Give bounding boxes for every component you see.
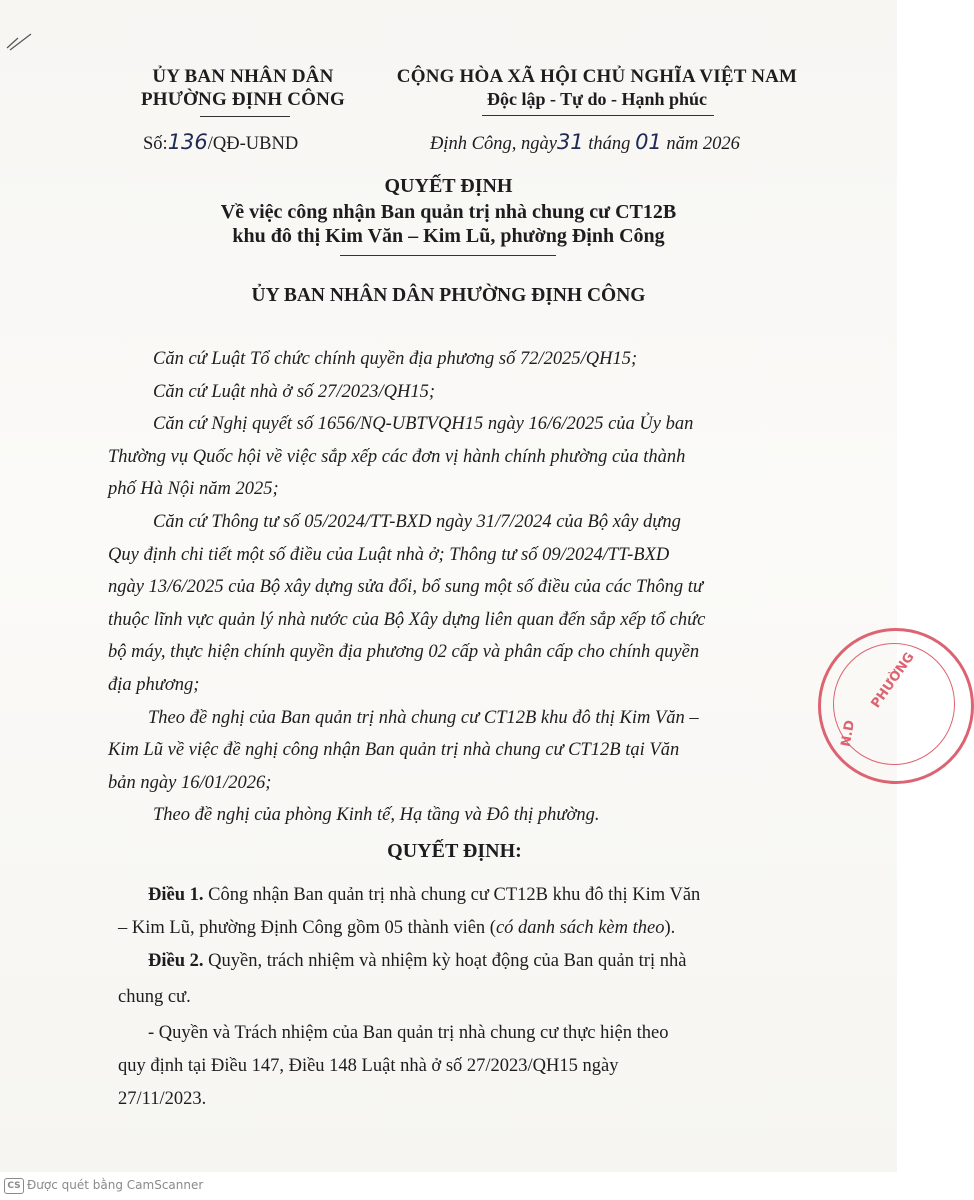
article-1-label: Điều 1. [148,885,204,905]
date-year: năm 2026 [666,134,740,154]
article-1-line2: – Kim Lũ, phường Định Công gồm 05 thành viên (có danh sách kèm theo). [118,918,676,938]
article-2-line2: chung cư. [118,987,191,1007]
document-subject-line2: khu đô thị Kim Văn – Kim Lũ, phường Định Công [232,225,665,247]
issue-date [430,130,740,155]
legal-basis-line: thuộc lĩnh vực quản lý nhà nước của Bộ Xây dựng liên quan đến sắp xếp tổ chức [108,609,706,630]
nation-name: CỘNG HÒA XÃ HỘI CHỦ NGHĨA VIỆT NAM [396,66,798,87]
article-2-item-line2: quy định tại Điều 147, Điều 148 Luật nhà ở số 27/2023/QH15 ngày [118,1056,619,1076]
legal-basis-line: ngày 13/6/2025 của Bộ xây dựng sửa đổi, bổ sung một số điều của các Thông tư [108,577,703,598]
seal-text-top: PHƯỜNG [868,649,918,712]
date-month-label: tháng [588,134,631,154]
date-day-handwritten: 31 [556,130,584,154]
legal-basis-line: Căn cứ Luật nhà ở số 27/2023/QH15; [153,381,436,402]
title-underline [340,255,556,256]
legal-basis-line: phố Hà Nội năm 2025; [108,479,279,500]
org-name-line1: ỦY BAN NHÂN DÂN [152,66,334,87]
legal-basis-line: Theo đề nghị của Ban quản trị nhà chung cư CT12B khu đô thị Kim Văn – [148,707,699,728]
legal-basis-line: Căn cứ Nghị quyết số 1656/NQ-UBTVQH15 ngày 16/6/2025 của Ủy ban [153,414,694,435]
legal-basis-line: Căn cứ Luật Tổ chức chính quyền địa phương số 72/2025/QH15; [153,349,638,369]
legal-basis-line: Theo đề nghị của phòng Kinh tế, Hạ tầng và Đô thị phường. [153,805,600,826]
doc-number [143,130,298,155]
decision-heading: QUYẾT ĐỊNH: [387,840,522,862]
legal-basis-line: Quy định chi tiết một số điều của Luật nhà ở; Thông tư số 09/2024/TT-BXD [108,544,670,565]
legal-basis-line: Thường vụ Quốc hội về việc sắp xếp các đơn vị hành chính phường của thành [108,446,686,467]
legal-bases [108,343,828,832]
articles [118,879,838,1116]
doc-number-handwritten: 136 [167,130,208,154]
article-2-item-line3: 27/11/2023. [118,1089,207,1109]
org-name-line2: PHƯỜNG ĐỊNH CÔNG [140,89,346,110]
motto-underline [482,115,714,116]
article-2-label: Điều 2. [148,951,204,971]
article-2-item-line1: - Quyền và Trách nhiệm của Ban quản trị nhà chung cư thực hiện theo [148,1023,669,1043]
document-subject-line1: Về việc công nhận Ban quản trị nhà chung cư CT12B [220,201,677,223]
article-1-line1: Điều 1. Công nhận Ban quản trị nhà chung cư CT12B khu đô thị Kim Văn [148,885,701,905]
legal-basis-line: bản ngày 16/01/2026; [108,772,272,793]
doc-number-suffix: /QĐ-UBND [207,134,299,154]
legal-basis-line: địa phương; [108,674,200,695]
article-2-line1: Điều 2. Quyền, trách nhiệm và nhiệm kỳ hoạt động của Ban quản trị nhà [148,951,687,971]
date-prefix: Định Công, ngày [430,134,557,154]
pen-scribble-icon [6,30,32,52]
legal-basis-line: Kim Lũ về việc đề nghị công nhận Ban quản trị nhà chung cư CT12B tại Văn [108,740,680,761]
issuing-authority: ỦY BAN NHÂN DÂN PHƯỜNG ĐỊNH CÔNG [251,285,646,306]
document-title: QUYẾT ĐỊNH [384,175,513,197]
org-underline [200,116,290,117]
camscanner-icon: CS [4,1178,24,1194]
scanner-note: Được quét bằng CamScanner [27,1178,204,1192]
legal-basis-line: bộ máy, thực hiện chính quyền địa phương 02 cấp và phân cấp cho chính quyền [108,642,700,663]
doc-number-prefix: Số: [143,134,168,154]
legal-basis-line: Căn cứ Thông tư số 05/2024/TT-BXD ngày 31/7/2024 của Bộ xây dựng [153,511,681,532]
date-month-handwritten: 01 [635,130,662,154]
seal-text-left: N.D [838,719,859,748]
nation-motto: Độc lập - Tự do - Hạnh phúc [486,89,708,109]
official-seal [818,628,974,784]
